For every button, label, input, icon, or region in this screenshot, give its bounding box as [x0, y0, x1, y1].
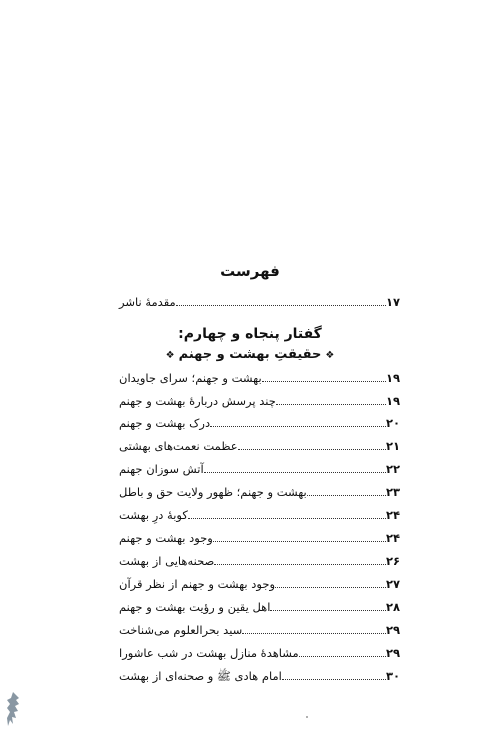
chapter-heading: گفتار پنجاه و چهارم:	[178, 326, 322, 342]
toc-entry-label: مقدمهٔ ناشر	[119, 295, 176, 309]
toc-entry-page: ۲۳	[386, 485, 401, 499]
toc-entry-label: وجود بهشت و جهنم از نظر قرآن	[119, 577, 276, 591]
toc-entry-page: ۲۲	[386, 462, 401, 476]
dot-leader	[176, 305, 386, 306]
toc-entry-page: ۱۹	[386, 371, 401, 385]
paper-speck	[306, 716, 308, 718]
toc-entry	[116, 666, 408, 684]
toc-entry-page: ۲۹	[386, 646, 401, 660]
toc-entry-page: ۲۷	[386, 577, 401, 591]
toc-entry-label: مشاهدهٔ منازل بهشت در شب عاشورا	[119, 646, 299, 660]
ornament-icon: ❖	[325, 350, 335, 361]
toc-entry-page: ۲۰	[386, 416, 401, 430]
dot-leader	[242, 633, 386, 634]
dot-leader	[188, 518, 386, 519]
toc-entry-label: آتش سوزان جهنم	[119, 462, 204, 476]
toc-entry-label: بهشت و جهنم؛ ظهور ولایت حق و باطل	[119, 485, 307, 499]
toc-entry	[116, 643, 408, 661]
toc-entry-label: وجود بهشت و جهنم	[119, 531, 213, 545]
toc-entry-label: چند پرسش دربارهٔ بهشت و جهنم	[119, 394, 276, 408]
dot-leader	[276, 404, 386, 405]
dot-leader	[299, 656, 386, 657]
toc-entry-page: ۳۰	[386, 669, 401, 683]
toc-entry	[116, 292, 408, 310]
toc-entry-page: ۲۴	[386, 531, 401, 545]
dot-leader	[307, 495, 386, 496]
dot-leader	[204, 472, 386, 473]
toc-entry	[116, 574, 408, 592]
dot-leader	[282, 679, 386, 680]
chapter-subtitle	[0, 347, 500, 362]
toc-entry	[116, 505, 408, 523]
toc-entry-label: امام هادی ﷺ و صحنه‌ای از بهشت	[119, 669, 282, 683]
publisher-stamp-icon	[4, 690, 22, 730]
dot-leader	[210, 426, 386, 427]
dot-leader	[262, 381, 386, 382]
toc-entry-label: اهل یقین و رؤیت بهشت و جهنم	[119, 600, 271, 614]
toc-entry-label: عظمت نعمت‌های بهشتی	[119, 439, 238, 453]
chapter-subtitle-text: حقیقتِ بهشت و جهنم	[178, 347, 322, 362]
toc-entry-page: ۲۱	[386, 439, 401, 453]
toc-entry-page: ۱۹	[386, 394, 401, 408]
toc-entry	[116, 620, 408, 638]
dot-leader	[213, 541, 386, 542]
toc-entry-page: ۲۸	[386, 600, 401, 614]
toc-entry-label: کوبهٔ درِ بهشت	[119, 508, 188, 522]
ornament-icon: ❖	[165, 350, 175, 361]
toc-entry-page: ۲۶	[386, 554, 401, 568]
toc-entry	[116, 551, 408, 569]
toc-entry	[116, 597, 408, 615]
toc-entry	[116, 459, 408, 477]
toc-entry	[116, 368, 408, 386]
toc-entry	[116, 413, 408, 431]
toc-entry-label: سید بحرالعلوم می‌شناخت	[119, 623, 243, 637]
toc-entry-label: صحنه‌هایی از بهشت	[119, 554, 215, 568]
dot-leader	[214, 564, 386, 565]
toc-entry	[116, 528, 408, 546]
toc-entry-page: ۲۹	[386, 623, 401, 637]
dot-leader	[238, 449, 386, 450]
toc-entry-label: بهشت و جهنم؛ سرای جاویدان	[119, 371, 262, 385]
dot-leader	[270, 610, 386, 611]
toc-entry-page: ۲۴	[386, 508, 401, 522]
toc-entry	[116, 391, 408, 409]
toc-entry-page: ۱۷	[386, 295, 401, 309]
toc-entry	[116, 436, 408, 454]
toc-entry	[116, 482, 408, 500]
dot-leader	[275, 587, 386, 588]
toc-entry-label: درک بهشت و جهنم	[119, 416, 211, 430]
page-title: فهرست	[220, 262, 280, 280]
